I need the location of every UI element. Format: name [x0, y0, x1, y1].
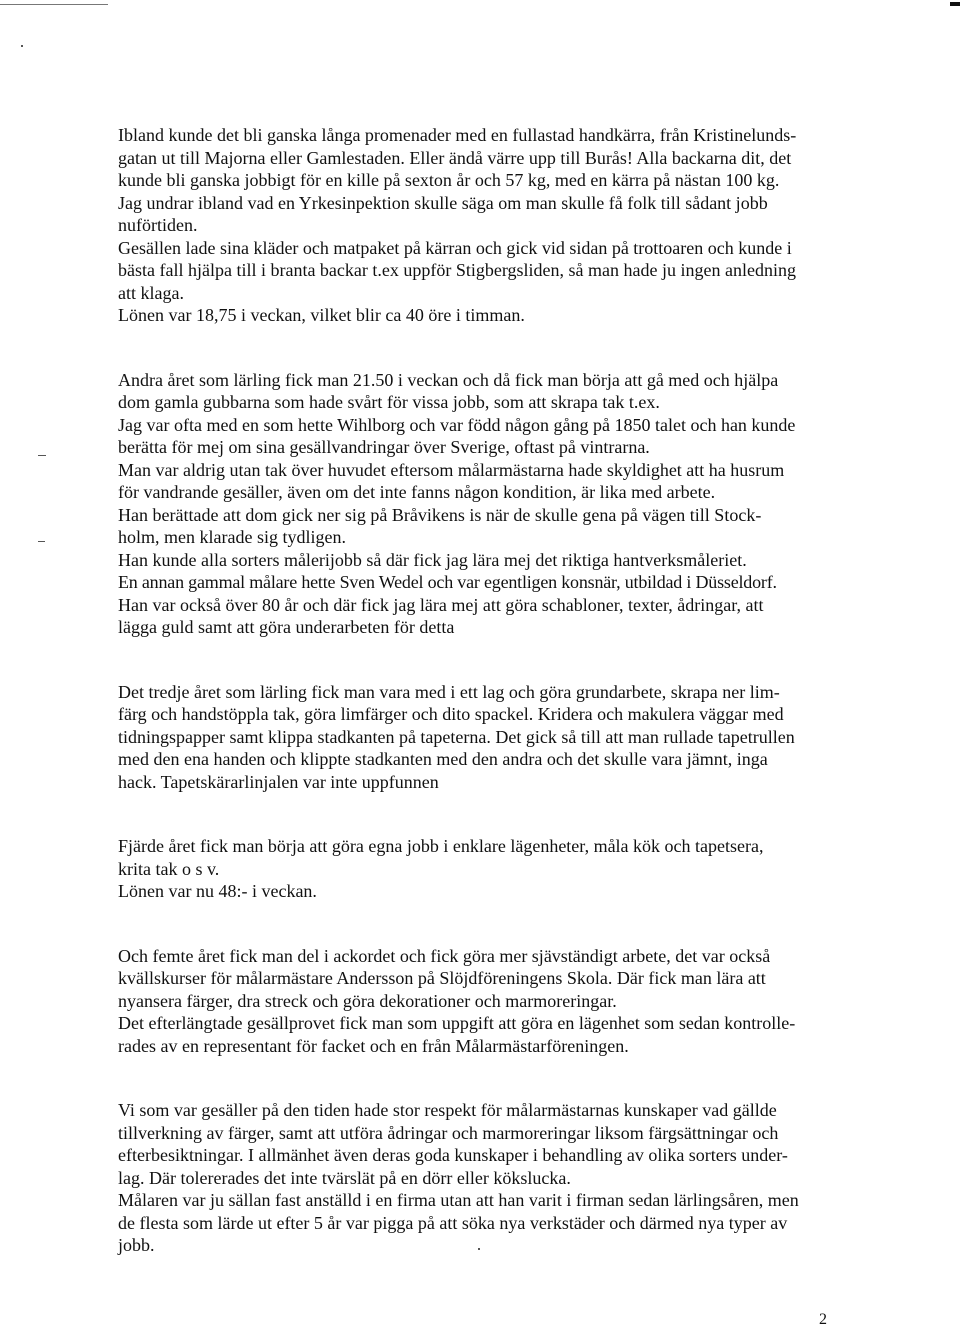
- text-line: Han kunde alla sorters målerijobb så där fick jag lära mej det riktiga hantverksmåleriet.: [118, 549, 747, 570]
- text-line: Lönen var 18,75 i veckan, vilket blir ca 40 öre i timman.: [118, 305, 525, 325]
- text-line: lag. Där tolererades det inte tvärslät på en dörr eller kökslucka.: [118, 1167, 571, 1188]
- scan-edge-line: [0, 4, 108, 5]
- text-line: Det tredje året som lärling fick man vara med i ett lag och göra grundarbete, skrapa ner lim-: [118, 681, 780, 702]
- paragraph-journeymen: [118, 1099, 848, 1257]
- text-line: holm, men klarade sig tydligen.: [118, 527, 346, 547]
- scan-speck: [38, 455, 46, 456]
- text-line: En annan gammal målare hette Sven Wedel och var egentligen konsnär, utbildad i Düsseldorf.: [118, 572, 777, 592]
- scan-speck: [21, 45, 23, 47]
- text-line: Han var också över 80 år och där fick jag lära mej att göra schabloner, texter, ådringar, att: [118, 594, 764, 615]
- paragraph-second-year: [118, 369, 848, 639]
- text-line: krita tak o s v.: [118, 858, 220, 879]
- text-line: tillverkning av färger, samt att utföra ådringar och marmoreringar liksom färgsättningar och: [118, 1122, 779, 1143]
- text-line: jobb.: [118, 1235, 155, 1255]
- scan-speck: [38, 541, 45, 542]
- paragraph-gap: [118, 639, 848, 681]
- text-line: Andra året som lärling fick man 21.50 i veckan och då fick man börja att gå med och hjälpa: [118, 369, 779, 390]
- text-line: hack. Tapetskärarlinjalen var inte uppfunnen: [118, 771, 439, 792]
- text-line: lägga guld samt att göra underarbeten för detta: [118, 617, 455, 637]
- text-line: bästa fall hjälpa till i branta backar t.ex uppför Stigbergsliden, så man hade ju ingen anledning: [118, 260, 796, 280]
- text-line: gatan ut till Majorna eller Gamlestaden. Eller ändå värre upp till Burås! Alla backarna dit, det: [118, 147, 792, 168]
- text-line: rades av en representant för facket och en från Målarmästarföreningen.: [118, 1035, 629, 1056]
- paragraph-gap: [118, 793, 848, 835]
- paragraph-fourth-year: [118, 835, 848, 903]
- paragraph-gap: [118, 903, 848, 945]
- paragraph-gap: [118, 1057, 848, 1099]
- text-line: dom gamla gubbarna som hade svårt för vissa jobb, som att skrapa tak t.ex.: [118, 392, 660, 412]
- text-line: Och femte året fick man del i ackordet och fick göra mer sjävständigt arbete, det var också: [118, 945, 771, 966]
- text-line: de flesta som lärde ut efter 5 år var pigga på att söka nya verkstäder och därmed nya typer av: [118, 1212, 788, 1233]
- text-line: för vandrande gesäller, även om det inte fanns någon kondition, är lika med arbete.: [118, 482, 716, 502]
- text-line: Han berättade att dom gick ner sig på Bråvikens is när de skulle gena på vägen till Stock-: [118, 504, 762, 525]
- text-line: kvällskurser för målarmästare Andersson på Slöjdföreningens Skola. Där fick man lära att: [118, 968, 766, 988]
- text-line: Jag undrar ibland vad en Yrkesinpektion skulle säga om man skulle få folk till sådant jobb: [118, 192, 768, 213]
- text-line: Lönen var nu 48:- i veckan.: [118, 881, 317, 901]
- text-line: Jag var ofta med en som hette Wihlborg och var född någon gång på 1850 talet och han kunde: [118, 414, 796, 435]
- paragraph-third-year: [118, 681, 848, 794]
- text-line: nyansera färger, dra streck och göra dekorationer och marmoreringar.: [118, 990, 617, 1011]
- text-line: Det efterlängtade gesällprovet fick man som uppgift att göra en lägenhet som sedan kontrolle-: [118, 1013, 796, 1033]
- paragraph-wagon-trips: [118, 124, 848, 327]
- text-line: med den ena handen och klippte stadkanten med den andra och det skulle vara jämnt, inga: [118, 749, 768, 769]
- text-line: nuförtiden.: [118, 215, 198, 235]
- text-line: att klaga.: [118, 282, 184, 303]
- paragraph-fifth-year: [118, 945, 848, 1058]
- paragraph-gap: [118, 327, 848, 369]
- text-line: färg och handstöppla tak, göra limfärger och dito spackel. Kridera och makulera väggar med: [118, 704, 784, 724]
- text-line: Fjärde året fick man börja att göra egna jobb i enklare lägenheter, måla kök och tapetsera,: [118, 836, 764, 856]
- text-line: Ibland kunde det bli ganska långa promenader med en fullastad handkärra, från Kristinelunds-: [118, 125, 797, 145]
- text-line: berätta för mej om sina gesällvandringar över Sverige, oftast på vintrarna.: [118, 437, 650, 457]
- text-line: tidningspapper samt klippa stadkanten på tapeterna. Det gick så till att man rullade tapetrullen: [118, 726, 795, 747]
- text-line: Målaren var ju sällan fast anställd i en firma utan att han varit i firman sedan lärlingsåren, men: [118, 1190, 799, 1210]
- text-line: Gesällen lade sina kläder och matpaket på kärran och gick vid sidan på trottoaren och kunde i: [118, 237, 792, 258]
- page-number: 2: [819, 1311, 827, 1328]
- document-body: [118, 124, 848, 1257]
- text-line: efterbesiktningar. I allmänhet även deras goda kunskaper i behandling av olika sorters under-: [118, 1145, 788, 1165]
- text-line: kunde bli ganska jobbigt för en kille på sexton år och 57 kg, med en kärra på nästan 100 kg.: [118, 170, 780, 190]
- text-line: Vi som var gesäller på den tiden hade stor respekt för målarmästarnas kunskaper vad gällde: [118, 1100, 777, 1120]
- scan-corner-mark: [950, 2, 960, 6]
- text-line: Man var aldrig utan tak över huvudet eftersom målarmästarna hade skyldighet att ha husrum: [118, 459, 785, 480]
